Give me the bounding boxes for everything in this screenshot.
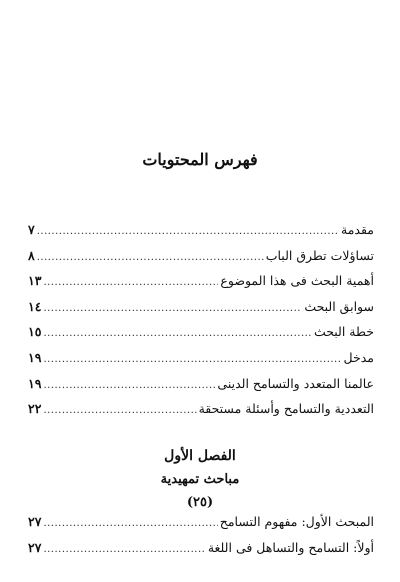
toc-entry-label: خطة البحث (313, 324, 374, 340)
toc-entry (28, 376, 374, 402)
toc-entry-label: تساؤلات تطرق الباب (265, 247, 374, 263)
toc-entry-label: المبحث الأول: مفهوم التسامح (219, 514, 374, 529)
toc-entry (28, 350, 374, 376)
toc-entry-page: ١٩ (28, 349, 42, 365)
dot-leader (43, 380, 215, 391)
toc-entry (28, 401, 374, 427)
toc-entry-label: أولاً: التسامح والتساهل فى اللغة (207, 539, 374, 555)
dot-leader (37, 226, 339, 237)
toc-entry-page: ١٩ (28, 375, 42, 391)
toc-entry-page: ١٥ (28, 324, 42, 340)
dot-leader (37, 252, 264, 263)
toc-list-chapter-1 (28, 514, 374, 565)
toc-entry-label: مدخل (343, 349, 374, 365)
toc-entry (28, 514, 374, 540)
toc-entry-page: ١٤ (28, 298, 42, 314)
dot-leader (43, 518, 217, 529)
toc-entry-page: ٢٧ (28, 539, 42, 555)
dot-leader (43, 277, 218, 288)
toc-entry-page: ٢٢ (28, 401, 42, 417)
toc-entry-label: مقدمة (341, 222, 374, 237)
toc-entry (28, 324, 374, 350)
toc-entry (28, 273, 374, 299)
toc-entry-page: ٢٧ (28, 514, 42, 529)
toc-entry-label: سوابق البحث (304, 298, 374, 314)
toc-entry-page: ١٣ (28, 273, 42, 289)
toc-entry-page: ٧ (28, 222, 35, 237)
toc-title: فهرس المحتويات (142, 150, 258, 169)
toc-entry-page: ٨ (28, 247, 35, 263)
dot-leader (43, 405, 196, 416)
toc-entry-label: أهمية البحث فى هذا الموضوع (220, 273, 374, 289)
toc-entry-label: التعددية والتسامح وأسئلة مستحقة (198, 401, 374, 417)
dot-leader (43, 544, 205, 555)
chapter-subtitle: مباحث تمهيدية (160, 472, 240, 487)
dot-leader (43, 354, 341, 365)
chapter-title: الفصل الأول (164, 448, 236, 464)
chapter-page-number: (٢٥) (186, 495, 214, 510)
toc-entry (28, 222, 374, 248)
toc-entry (28, 540, 374, 566)
toc-entry (28, 248, 374, 274)
toc-entry (28, 299, 374, 325)
dot-leader (43, 328, 312, 339)
toc-entry-label: عالمنا المتعدد والتسامح الدينى (217, 375, 374, 391)
dot-leader (43, 303, 302, 314)
toc-list-intro (28, 222, 374, 427)
